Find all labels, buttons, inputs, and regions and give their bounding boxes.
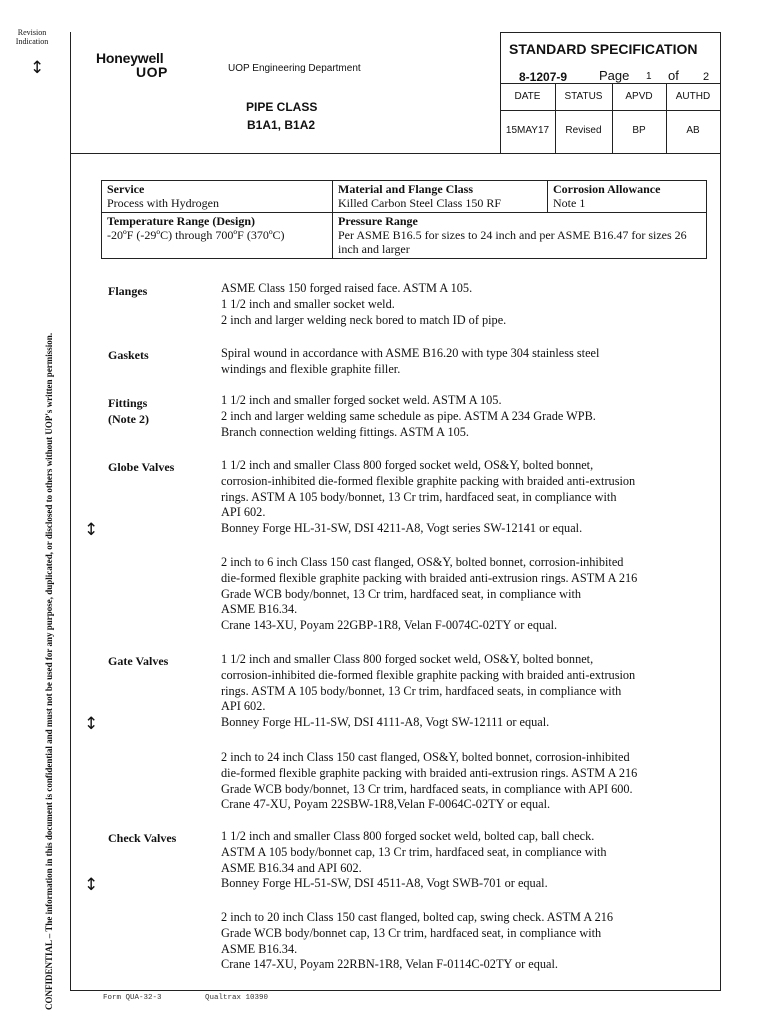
revision-arrow-icon: ↕: [84, 714, 99, 734]
authd-value: AB: [686, 125, 700, 136]
pipe-class-codes: B1A1, B1A2: [247, 118, 316, 132]
gate-valves-small-text: 1 1/2 inch and smaller Class 800 forged socket weld, OS&Y, bolted bonnet, corrosion-inhibited die-formed flexible graphite packing with braided anti-extrusion rings. ASTM A 105 body/bonnet, 13 Cr trim, hardfaced seats, in compliance with API 602. Bonney Forge HL-11-SW, DSI 4111-A8, Vogt SW-12111 or equal.: [221, 652, 636, 730]
material-cell: [333, 181, 548, 213]
document-number: 8-1207-9: [519, 70, 568, 84]
header-box-line: [500, 110, 721, 111]
corrosion-cell: [548, 181, 707, 213]
material-label: Material and Flange Class: [338, 182, 473, 196]
globe-valves-label: Globe Valves: [108, 460, 175, 474]
pressure-value: Per ASME B16.5 for sizes to 24 inch and per ASME B16.47 for sizes 26 inch and larger: [338, 228, 687, 256]
honeywell-logo: Honeywell: [96, 50, 164, 66]
revision-arrow-icon: ↕: [84, 875, 99, 895]
service-info-table: [101, 180, 707, 259]
temperature-label: Temperature Range (Design): [107, 214, 255, 228]
check-valves-large-text: 2 inch to 20 inch Class 150 cast flanged, bolted cap, swing check. ASTM A 216 Grade WCB body/bonnet cap, 13 Cr trim, hardfaced seat, in compliance with ASME B16.34. Crane 147-XU, Poyam 22RBN-1R8, Velan F-0114C-02TY or equal.: [221, 910, 614, 972]
material-value: Killed Carbon Steel Class 150 RF: [338, 196, 501, 210]
corrosion-value: Note 1: [553, 196, 586, 210]
temperature-cell: [102, 213, 333, 259]
revision-indication-label: Revision Indication: [15, 28, 49, 46]
confidential-notice: CONFIDENTIAL – The information in this document is confidential and must not be used for any purpose, duplicated, or disclosed to others without UOP's written permission.: [44, 332, 54, 1010]
page-total: 2: [703, 71, 710, 83]
check-valves-label: Check Valves: [108, 831, 177, 845]
date-value: 15MAY17: [505, 125, 550, 136]
qualtrax-number: Qualtrax 10390: [205, 994, 269, 1002]
service-label: Service: [107, 182, 145, 196]
header-top-border: [500, 32, 721, 33]
page-number: 1: [646, 71, 652, 82]
fittings-text: 1 1/2 inch and smaller forged socket weld. ASTM A 105. 2 inch and larger welding same schedule as pipe. ASTM A 234 Grade WPB. Branch connection welding fittings. ASTM A 105.: [221, 393, 596, 439]
of-label: of: [668, 68, 679, 83]
fittings-label: Fittings (Note 2): [108, 396, 149, 426]
pipe-class-title: PIPE CLASS: [246, 100, 318, 114]
apvd-header: APVD: [625, 91, 653, 102]
gaskets-text: Spiral wound in accordance with ASME B16.20 with type 304 stainless steel windings and flexible graphite filler.: [221, 346, 600, 376]
check-valves-small-text: 1 1/2 inch and smaller Class 800 forged socket weld, bolted cap, ball check. ASTM A 105 body/bonnet cap, 13 Cr trim, hardfaced seat, in compliance with ASME B16.34 and API 602. Bonney Forge HL-51-SW, DSI 4511-A8, Vogt SWB-701 or equal.: [221, 829, 607, 891]
gate-valves-label: Gate Valves: [108, 654, 169, 668]
flanges-label: Flanges: [108, 284, 148, 298]
frame-left-border: [70, 32, 71, 990]
status-header: STATUS: [564, 91, 603, 102]
gate-valves-large-text: 2 inch to 24 inch Class 150 cast flanged, OS&Y, bolted bonnet, corrosion-inhibited die-formed flexible graphite packing with braided anti-extrusion rings. ASTM A 216 Grade WCB body/bonnet, 13 Cr trim, hardfaced seats, in compliance with API 600. Crane 47-XU, Poyam 22SBW-1R8,Velan F-0064C-02TY or equal.: [221, 750, 638, 812]
frame-bottom-border: [70, 990, 721, 991]
globe-valves-small-text: 1 1/2 inch and smaller Class 800 forged socket weld, OS&Y, bolted bonnet, corrosion-inhibited die-formed flexible graphite packing with braided anti-extrusion rings. ASTM A 105 body/bonnet, 13 Cr trim, hardfaced seat, in compliance with API 602. Bonney Forge HL-31-SW, DSI 4211-A8, Vogt series SW-12141 or equal.: [221, 458, 636, 536]
pressure-label: Pressure Range: [338, 214, 418, 228]
uop-logo: UOP: [136, 64, 168, 80]
service-value: Process with Hydrogen: [107, 196, 219, 210]
pressure-cell: [333, 213, 707, 259]
header-bottom-border: [70, 153, 721, 154]
corrosion-label: Corrosion Allowance: [553, 182, 661, 196]
date-header: DATE: [514, 91, 541, 102]
service-cell: [102, 181, 333, 213]
flanges-text: ASME Class 150 forged raised face. ASTM A 105. 1 1/2 inch and smaller socket weld. 2 inch and larger welding neck bored to match ID of pipe.: [221, 281, 507, 327]
revision-arrow-icon: ↕: [84, 520, 99, 540]
page-label: Page: [599, 68, 630, 83]
temperature-value: -20ºF (-29ºC) through 700ºF (370ºC): [107, 228, 285, 242]
standard-specification-title: STANDARD SPECIFICATION: [509, 41, 698, 57]
apvd-value: BP: [632, 125, 646, 136]
status-value: Revised: [565, 125, 602, 136]
department-name: UOP Engineering Department: [228, 63, 361, 74]
globe-valves-large-text: 2 inch to 6 inch Class 150 cast flanged, OS&Y, bolted bonnet, corrosion-inhibited die-formed flexible graphite packing with braided anti-extrusion rings. ASTM A 216 Grade WCB body/bonnet, 13 Cr trim, hardfaced seat, in compliance with ASME B16.34. Crane 143-XU, Poyam 22GBP-1R8, Velan F-0074C-02TY or equal.: [221, 555, 638, 633]
gaskets-label: Gaskets: [108, 348, 149, 362]
revision-arrow-icon: ↕: [30, 58, 45, 78]
authd-header: AUTHD: [675, 91, 711, 102]
form-number: Form QUA-32-3: [103, 994, 162, 1002]
